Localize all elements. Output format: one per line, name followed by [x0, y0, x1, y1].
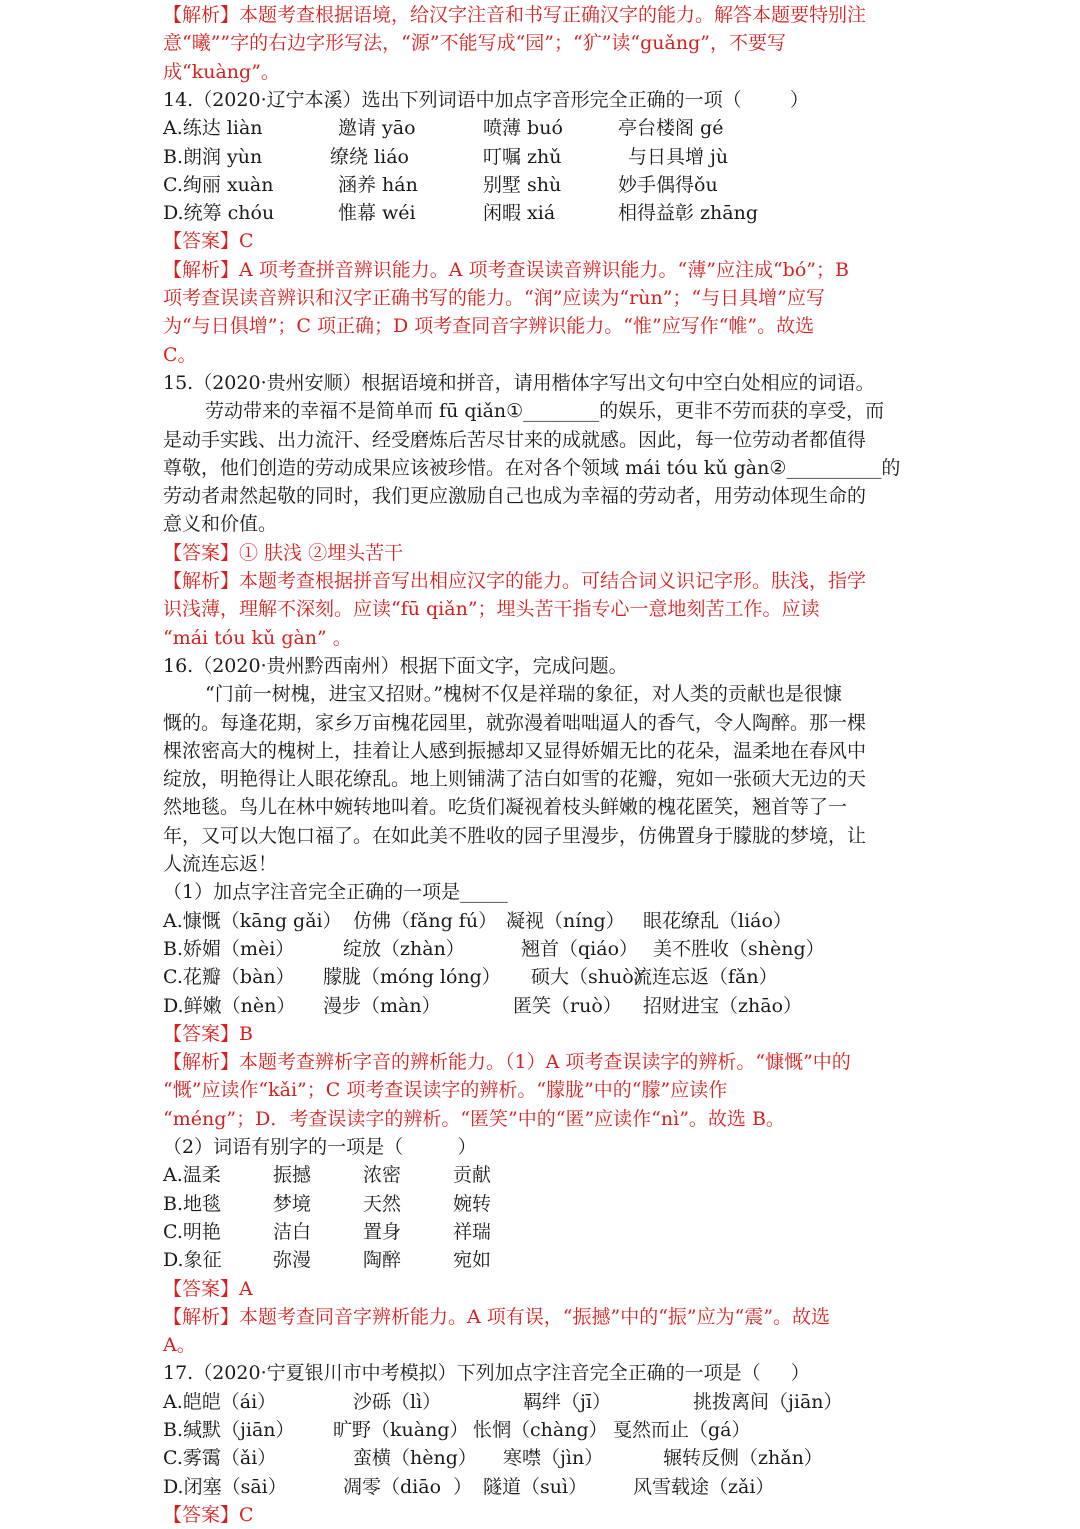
option-cell: 叮嘱 zhǔ	[483, 146, 562, 168]
option-cell: 凝视（níng）	[506, 910, 625, 932]
option-cell: A.皑皑（ái）	[163, 1391, 277, 1413]
option-cell: B.朗润 yùn	[163, 146, 263, 168]
option-cell: 闲暇 xiá	[483, 202, 556, 224]
option-cell: 眼花缭乱（liáo）	[643, 910, 792, 932]
option-cell: 喷薄 buó	[483, 117, 563, 139]
option-cell: 绽放（zhàn）	[343, 938, 465, 960]
option-cell: 辗转反侧（zhǎn）	[663, 1447, 823, 1469]
option-cell: 美不胜收（shèng）	[653, 938, 825, 960]
option-cell: 置身	[363, 1221, 402, 1243]
option-cell: 与日具增 jù	[628, 146, 729, 168]
option-cell: 翘首（qiáo）	[521, 938, 639, 960]
option-cell: 贡献	[453, 1164, 492, 1186]
option-cell: 朦胧（móng lóng）	[323, 966, 501, 988]
option-cell: 戛然而止（gá）	[613, 1419, 751, 1441]
option-cell: 招财进宝（zhāo）	[643, 995, 803, 1017]
option-cell: A.温柔	[163, 1164, 221, 1186]
text-line: 棵浓密高大的槐树上，挂着让人感到振撼却又显得娇媚无比的花朵，温柔地在春风中	[163, 740, 867, 762]
answer-explanation-line: 识浅薄，理解不深刻。应读“fū qiǎn”；埋头苦干指专心一意地刻苦工作。应读	[163, 598, 820, 620]
option-cell: 缭绕 liáo	[330, 146, 409, 168]
option-cell: 寒噤（jìn）	[503, 1447, 604, 1469]
text-line: 尊敬，他们创造的劳动成果应该被珍惜。在对各个领域 mái tóu kǔ gàn②__________的	[163, 457, 901, 479]
option-cell: 别墅 shù	[483, 174, 562, 196]
option-cell: 祥瑞	[453, 1221, 492, 1243]
answer-explanation-line: 【答案】B	[163, 1023, 253, 1045]
text-line: 绽放，明艳得让人眼花缭乱。地上则铺满了洁白如雪的花瓣，宛如一张硕大无边的天	[163, 768, 867, 790]
text-line: 劳动者肃然起敬的同时，我们更应激励自己也成为幸福的劳动者，用劳动体现生命的	[163, 485, 867, 507]
option-cell: 婉转	[453, 1193, 492, 1215]
answer-explanation-line: “慨”应读作“kǎi”；C 项考查误读字的辨析。“朦胧”中的“朦”应读作	[163, 1079, 728, 1101]
text-line: 人流连忘返！	[163, 853, 278, 875]
answer-explanation-line: “méng”；D．考查误读字的辨析。“匿笑”中的“匿”应读作“nì”。故选 B。	[163, 1108, 785, 1130]
option-cell: B.地毯	[163, 1193, 222, 1215]
option-cell: D.统筹 chóu	[163, 202, 275, 224]
answer-explanation-line: 【解析】本题考查辨析字音的辨析能力。（1）A 项考查误读字的辨析。“慷慨”中的	[163, 1051, 851, 1073]
text-line: 慨的。每逢花期，家乡万亩槐花园里，就弥漫着咄咄逼人的香气，令人陶醉。那一棵	[163, 712, 867, 734]
option-cell: 振撼	[273, 1164, 312, 1186]
option-cell: 宛如	[453, 1249, 492, 1271]
text-line: （1）加点字注音完全正确的一项是_____	[163, 881, 508, 903]
option-cell: 凋零（diāo ）	[343, 1476, 473, 1498]
option-cell: 梦境	[273, 1193, 312, 1215]
option-cell: C.绚丽 xuàn	[163, 174, 274, 196]
text-line: 意义和价值。	[163, 513, 278, 535]
text-line: “门前一树槐，进宝又招财。”槐树不仅是祥瑞的象征，对人类的贡献也是很慷	[205, 683, 842, 705]
option-cell: A.练达 liàn	[163, 117, 263, 139]
option-cell: 相得益彰 zhāng	[618, 202, 759, 224]
answer-explanation-line: 【答案】C	[163, 230, 254, 252]
option-cell: 涵养 hán	[338, 174, 418, 196]
text-line: 14.（2020·辽宁本溪）选出下列词语中加点字音形完全正确的一项（ ）	[163, 89, 809, 111]
text-line: 15.（2020·贵州安顺）根据语境和拼音，请用楷体字写出文句中空白处相应的词语。	[163, 372, 875, 394]
option-cell: 陶醉	[363, 1249, 402, 1271]
option-cell: 蛮横（hèng）	[353, 1447, 477, 1469]
option-cell: B.娇媚（mèi）	[163, 938, 295, 960]
option-cell: 风雪载途（zǎi）	[633, 1476, 775, 1498]
option-cell: 隧道（suì）	[483, 1476, 588, 1498]
option-cell: 天然	[363, 1193, 402, 1215]
answer-explanation-line: 【解析】本题考查同音字辨析能力。A 项有误，“振撼”中的“振”应为“震”。故选	[163, 1306, 831, 1328]
option-cell: 流连忘返（fǎn）	[633, 966, 778, 988]
option-cell: 漫步（màn）	[323, 995, 441, 1017]
option-cell: 怅惘（chàng）	[473, 1419, 608, 1441]
option-cell: 挑拨离间（jiān）	[693, 1391, 843, 1413]
option-cell: A.慷慨（kāng gǎi）	[163, 910, 342, 932]
answer-explanation-line: 【解析】A 项考查拼音辨识能力。A 项考查误读音辨识能力。“薄”应注成“bó”；B	[163, 259, 849, 281]
answer-explanation-line: 成“kuàng”。	[163, 61, 280, 83]
option-cell: 惟幕 wéi	[338, 202, 416, 224]
answer-explanation-line: 【答案】C	[163, 1504, 254, 1526]
option-cell: 妙手偶得ǒu	[618, 174, 718, 196]
answer-explanation-line: 【答案】A	[163, 1278, 253, 1300]
option-cell: C.明艳	[163, 1221, 221, 1243]
text-line: 年，又可以大饱口福了。在如此美不胜收的园子里漫步，仿佛置身于朦胧的梦境，让	[163, 825, 867, 847]
option-cell: 仿佛（fǎng fú）	[353, 910, 498, 932]
option-cell: B.缄默（jiān）	[163, 1419, 295, 1441]
answer-explanation-line: A。	[163, 1334, 196, 1356]
option-cell: C.雾霭（ǎi）	[163, 1447, 277, 1469]
option-cell: C.花瓣（bàn）	[163, 966, 295, 988]
answer-explanation-line: 【解析】本题考查根据拼音写出相应汉字的能力。可结合词义识记字形。肤浅，指学	[163, 570, 867, 592]
option-cell: D.鲜嫩（nèn）	[163, 995, 296, 1017]
option-cell: 亭台楼阁 gé	[618, 117, 724, 139]
text-line: 劳动带来的幸福不是简单而 fū qiǎn①________的娱乐，更非不劳而获的享受，而	[205, 400, 885, 422]
option-cell: 匿笑（ruò）	[513, 995, 622, 1017]
option-cell: 旷野（kuàng）	[333, 1419, 469, 1441]
option-cell: 邀请 yāo	[338, 117, 416, 139]
answer-explanation-line: “mái tóu kǔ gàn” 。	[163, 627, 352, 649]
answer-explanation-line: 【解析】本题考查根据语境，给汉字注音和书写正确汉字的能力。解答本题要特别注	[163, 4, 867, 26]
text-line: 是动手实践、出力流汗、经受磨炼后苦尽甘来的成就感。因此，每一位劳动者都值得	[163, 429, 867, 451]
text-line: 16.（2020·贵州黔西南州）根据下面文字，完成问题。	[163, 655, 628, 677]
option-cell: D.象征	[163, 1249, 222, 1271]
option-cell: 沙砾（lì）	[353, 1391, 442, 1413]
option-cell: 浓密	[363, 1164, 402, 1186]
option-cell: 羁绊（jī）	[523, 1391, 611, 1413]
answer-explanation-line: C。	[163, 344, 197, 366]
answer-explanation-line: 为“与日俱增”；C 项正确；D 项考查同音字辨识能力。“惟”应写作“帷”。故选	[163, 315, 815, 337]
option-cell: 弥漫	[273, 1249, 312, 1271]
option-cell: D.闭塞（sāi）	[163, 1476, 287, 1498]
answer-explanation-line: 项考查误读音辨识和汉字正确书写的能力。“润”应读为“rùn”；“与日具增”应写	[163, 287, 825, 309]
answer-explanation-line: 意“曦””字的右边字形写法，“源”不能写成“园”；“犷”读“guǎng”，不要写	[163, 32, 786, 54]
option-cell: 洁白	[273, 1221, 312, 1243]
text-line: （2）词语有别字的一项是（ ）	[163, 1136, 477, 1158]
text-line: 然地毯。鸟儿在林中婉转地叫着。吃货们凝视着枝头鲜嫩的槐花匿笑，翘首等了一	[163, 796, 848, 818]
text-line: 17.（2020·宁夏银川市中考模拟）下列加点字注音完全正确的一项是（ ）	[163, 1362, 810, 1384]
answer-explanation-line: 【答案】① 肤浅 ②埋头苦干	[163, 542, 404, 564]
option-cell: 硕大（shuò）	[531, 966, 653, 988]
